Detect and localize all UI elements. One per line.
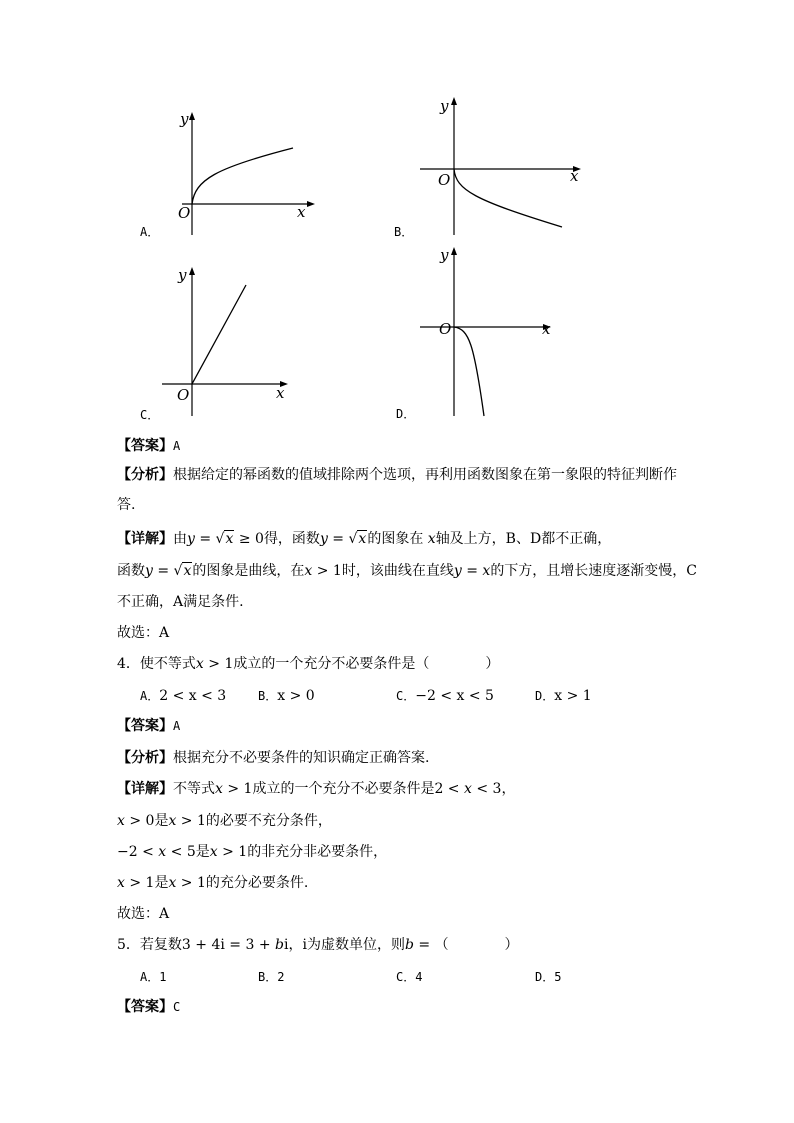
graph-d [394, 244, 574, 422]
graph-c-y-label: y [178, 266, 187, 284]
q3-analysis: 【分析】根据给定的幂函数的值域排除两个选项，再利用函数图象在第一象限的特征判断作答. [117, 467, 677, 513]
q5-choice-a[interactable]: A．1 [140, 970, 167, 984]
q4-detail-line-3: −2 < x < 5是x > 1的非充分非必要条件， [117, 844, 388, 860]
graph-d-x-label: x [542, 320, 551, 338]
q4-choice-a[interactable]: A．2 < x < 3 [140, 688, 227, 704]
q4-detail-line-4: x > 1是x > 1的充分必要条件. [117, 875, 309, 891]
graph-d-curve [454, 327, 484, 416]
graph-a-option-label: A． [140, 225, 160, 239]
q3-detail-line-1: 【详解】由y = √x ≥ 0得，函数y = √x的图象在 x轴及上方，B、D都不正确， [117, 531, 612, 547]
q5-stem: 5．若复数3 + 4i = 3 + bi，i为虚数单位，则b = （ ） [117, 937, 519, 953]
q3-choice-line: 故选：A [117, 625, 170, 641]
graph-c-x-label: x [276, 384, 285, 402]
q4-choice-line: 故选：A [117, 906, 170, 922]
q4-choice-b[interactable]: B．x > 0 [258, 688, 315, 704]
q4-analysis: 【分析】根据充分不必要条件的知识确定正确答案. [117, 750, 430, 766]
graph-c-line [192, 285, 246, 384]
graph-b-y-label: y [440, 97, 449, 115]
graph-a-curve [192, 148, 293, 204]
graph-c-origin: O [177, 386, 190, 404]
q4-choice-c[interactable]: C．−2 < x < 5 [396, 688, 494, 704]
q5-choice-c[interactable]: C．4 [396, 970, 423, 984]
graph-d-origin: O [439, 320, 452, 338]
graph-b-curve [454, 169, 562, 227]
graph-b [394, 95, 594, 240]
graph-c [140, 262, 310, 422]
graph-d-option-label: D． [396, 407, 416, 421]
q4-detail-line-2: x > 0是x > 1的必要不充分条件， [117, 813, 332, 829]
graph-a-x-label: x [297, 203, 306, 221]
q4-answer: 【答案】A [117, 718, 181, 734]
q3-detail-line-2: 函数y = √x的图象是曲线，在x > 1时，该曲线在直线y = x的下方，且增长速度逐渐变慢，C [117, 563, 698, 579]
q4-choice-d[interactable]: D．x > 1 [535, 688, 592, 704]
q3-answer: 【答案】A [117, 438, 181, 454]
graph-c-option-label: C． [140, 408, 160, 422]
graph-a [140, 110, 320, 240]
q5-answer: 【答案】C [117, 999, 181, 1015]
graph-b-option-label: B． [394, 225, 414, 239]
q5-choice-b[interactable]: B．2 [258, 970, 285, 984]
graph-d-y-label: y [440, 246, 449, 264]
graph-b-x-label: x [570, 167, 579, 185]
graph-a-origin: O [178, 204, 191, 222]
q4-stem: 4．使不等式x > 1成立的一个充分不必要条件是（ ） [117, 656, 500, 672]
q5-choice-d[interactable]: D．5 [535, 970, 562, 984]
q3-detail-line-3: 不正确，A满足条件. [117, 594, 244, 610]
q4-detail-line-1: 【详解】不等式x > 1成立的一个充分不必要条件是2 < x < 3， [117, 781, 516, 797]
graph-b-origin: O [438, 171, 451, 189]
graph-a-y-label: y [180, 110, 189, 128]
